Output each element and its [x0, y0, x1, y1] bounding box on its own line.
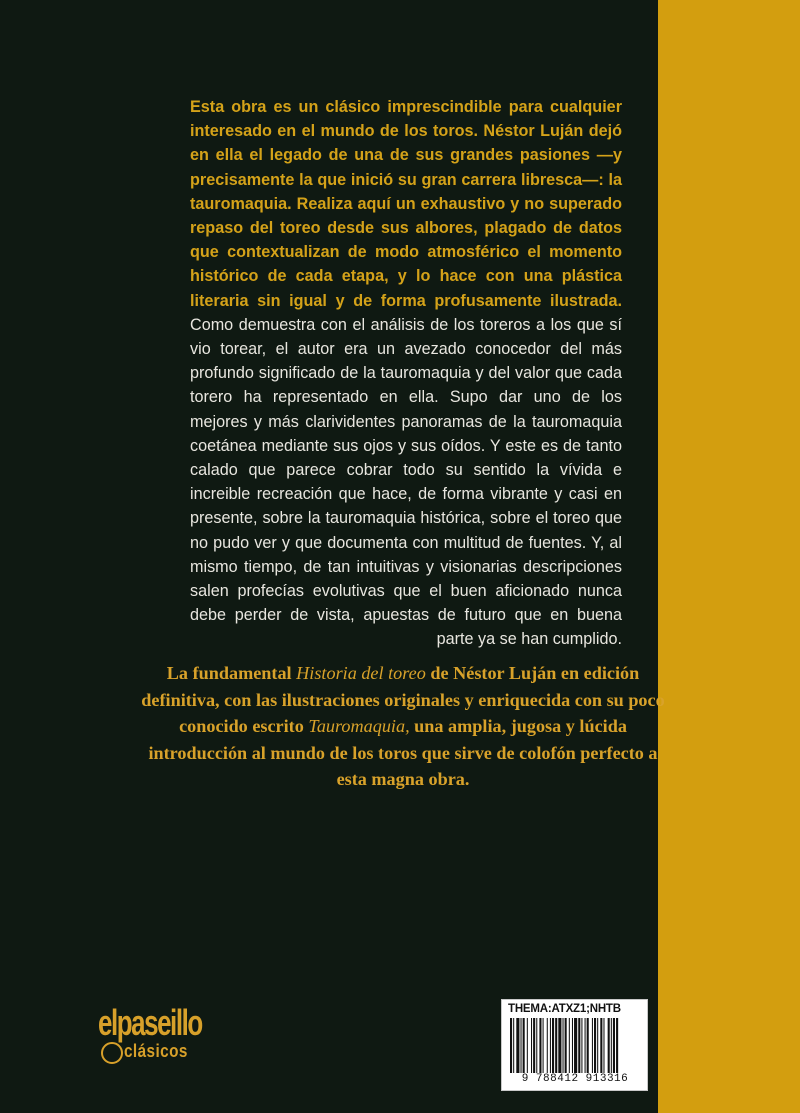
tagline-title-2: Tauromaquia, — [308, 716, 410, 736]
logo-circle-icon — [101, 1042, 123, 1064]
publisher-logo — [98, 1002, 202, 1075]
tagline-part-3: una amplia, jugosa y lúcida introducción al mundo de los toros que sirve de colofón perfecto a esta magna obra. — [148, 716, 658, 789]
thema-code: THEMA:ATXZ1;NHTB — [508, 1003, 621, 1015]
back-cover-blurb — [190, 95, 622, 652]
barcode-box — [501, 999, 648, 1091]
tagline-part-2: de Néstor Luján en edición definitiva, con las ilustraciones originales y enriquecida con su poco conocido escrito — [141, 663, 665, 736]
blurb-highlight: Esta obra es un clásico imprescindible para cualquier interesado en el mundo de los toros. Néstor Luján dejó en ella el legado de una de sus grandes pasiones —y precisamente la que inició su gran carrera libresca—: la tauromaquia. Realiza aquí un exhaustivo y no superado repaso del toreo desde sus albores, plagado de datos que contextualizan de modo atmosférico el momento histórico de cada etapa, y lo hace con una plástica literaria sin igual y de forma profusamente ilustrada. — [190, 98, 622, 310]
tagline-title-1: Historia del toreo — [296, 663, 426, 683]
logo-name: elpaseillo — [98, 1002, 202, 1043]
barcode-bars-icon — [510, 1018, 642, 1073]
isbn-digits: 9 788412 913316 — [521, 1073, 629, 1085]
tagline-part-1: La fundamental — [166, 663, 297, 683]
logo-subtitle: clásicos — [124, 1041, 188, 1061]
tagline — [140, 660, 666, 793]
spine-panel — [658, 0, 800, 1113]
blurb-body: Como demuestra con el análisis de los toreros a los que sí vio torear, el autor era un avezado conocedor del más profundo significado de la tauromaquia y del valor que cada torero ha representado en ella. Supo dar uno de los mejores y más clarividentes panoramas de la tauromaquia coetánea mediante sus ojos y sus oídos. Y este es de tanto calado que parece cobrar todo su sentido la vívida e increible recreación que hace, de forma vibrante y casi en presente, sobre la tauromaquia histórica, sobre el toreo que no pudo ver y que documenta con multitud de fuentes. Y, al mismo tiempo, de tan intuitivas y visionarias descripciones salen profecías evolutivas que el buen aficionado nunca debe perder de vista, apuestas de futuro que en buena parte ya se han cumplido. — [190, 315, 622, 649]
